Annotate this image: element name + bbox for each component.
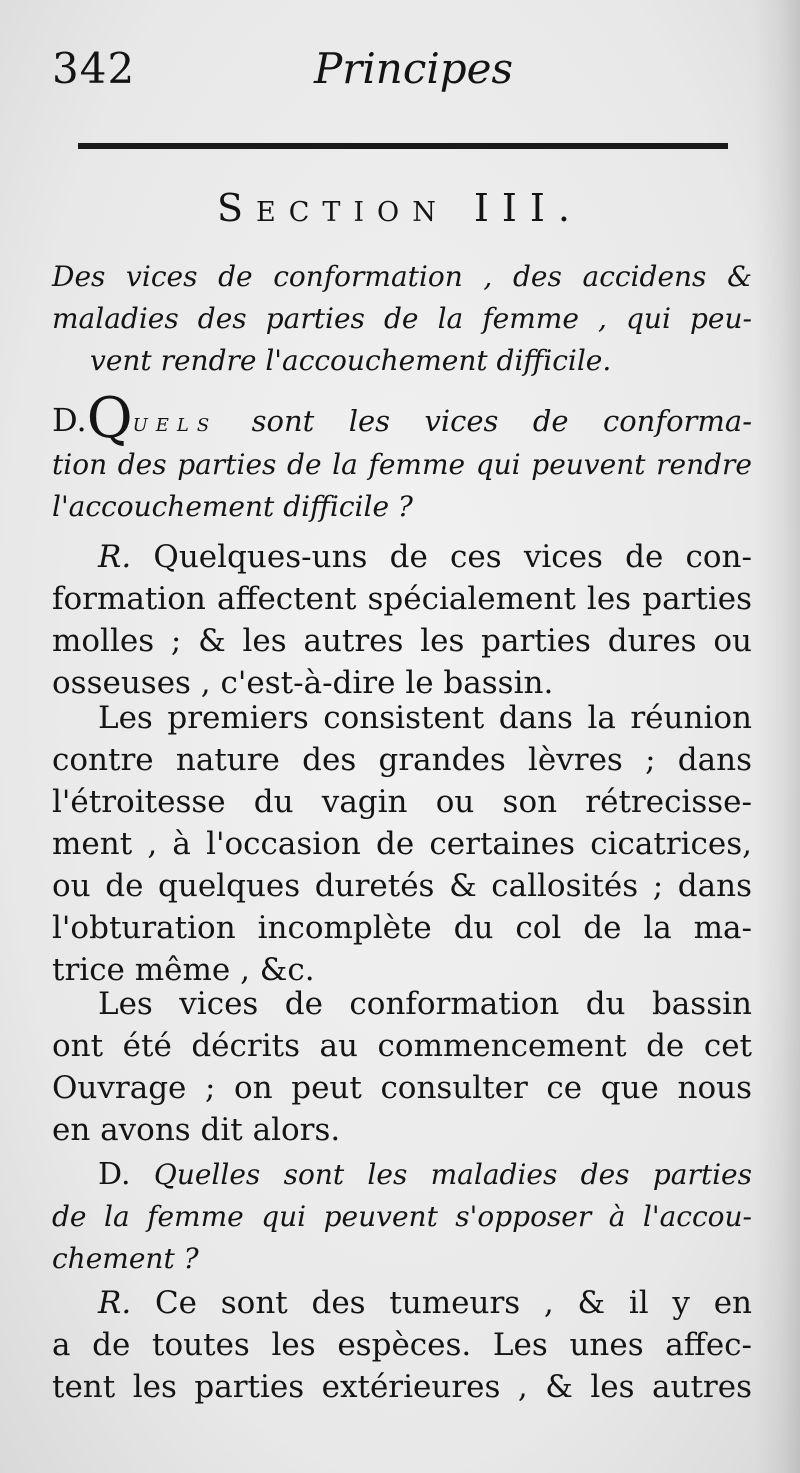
answer-2 (52, 1282, 752, 1408)
question-line (52, 386, 752, 451)
question-text: sont les vices de conforma- (251, 404, 752, 438)
section-subtitle (52, 256, 752, 382)
paragraph-line: ment , à l'occasion de certaines cicatrices, (52, 826, 752, 862)
question-line: de la femme qui peuvent s'opposer à l'accou- (52, 1200, 752, 1233)
question-text: Quelles sont les maladies des parties (153, 1158, 752, 1191)
question-line: tion des parties de la femme qui peuvent rendre (52, 448, 752, 481)
question-label: D. (98, 1157, 131, 1192)
answer-line: a de toutes les espèces. Les unes affec- (52, 1327, 752, 1363)
subtitle-line: Des vices de conformation , des accidens & (52, 260, 752, 293)
small-caps-word: uels (132, 408, 218, 438)
paragraph-line: l'obturation incomplète du col de la ma- (52, 910, 752, 946)
question-2 (52, 1154, 752, 1280)
answer-line: formation affectent spécialement les parties (52, 581, 752, 617)
running-title: Principes (314, 44, 514, 93)
answer-line: tent les parties extérieures , & les autres (52, 1369, 752, 1405)
header-rule (78, 143, 728, 149)
question-line (52, 1154, 752, 1196)
paragraph-line: trice même , &c. (52, 952, 315, 988)
answer-text: Ce sont des tumeurs , & il y en (154, 1285, 752, 1321)
answer-line: osseuses , c'est-à-dire le bassin. (52, 665, 554, 701)
paragraph-line: Les vices de conformation du bassin (98, 986, 752, 1022)
answer-text: Quelques-uns de ces vices de con- (153, 539, 752, 575)
paragraph-line: ou de quelques duretés & callosités ; dans (52, 868, 752, 904)
paragraph-line: Ouvrage ; on peut consulter ce que nous (52, 1070, 752, 1106)
answer-line (52, 1282, 752, 1324)
drop-cap: Q (86, 386, 133, 451)
question-line: l'accouchement difficile ? (52, 490, 413, 523)
subtitle-line: maladies des parties de la femme , qui peu- (52, 302, 752, 335)
question-line: chement ? (52, 1242, 199, 1275)
paragraph-line: en avons dit alors. (52, 1112, 341, 1148)
answer-1 (52, 536, 752, 704)
subtitle-line: vent rendre l'accouchement difficile. (90, 344, 612, 377)
answer-line: molles ; & les autres les parties dures ou (52, 623, 752, 659)
section-heading: Section III. (216, 186, 584, 230)
paragraph-line: ont été décrits au commencement de cet (52, 1028, 752, 1064)
page-number: 342 (52, 44, 136, 93)
page-header (52, 44, 732, 100)
answer-label: R. (98, 1285, 132, 1321)
paragraph-line: contre nature des grandes lèvres ; dans (52, 742, 752, 778)
question-1 (52, 386, 752, 528)
paragraph-line: l'étroitesse du vagin ou son rétrecisse- (52, 784, 752, 820)
paragraph-3 (52, 983, 752, 1151)
answer-label: R. (98, 539, 132, 575)
question-label: D. (52, 401, 87, 439)
paragraph-line: Les premiers consistent dans la réunion (98, 700, 752, 736)
paragraph-2 (52, 697, 752, 991)
page-edge-shadow (754, 0, 800, 1473)
answer-line (52, 536, 752, 578)
